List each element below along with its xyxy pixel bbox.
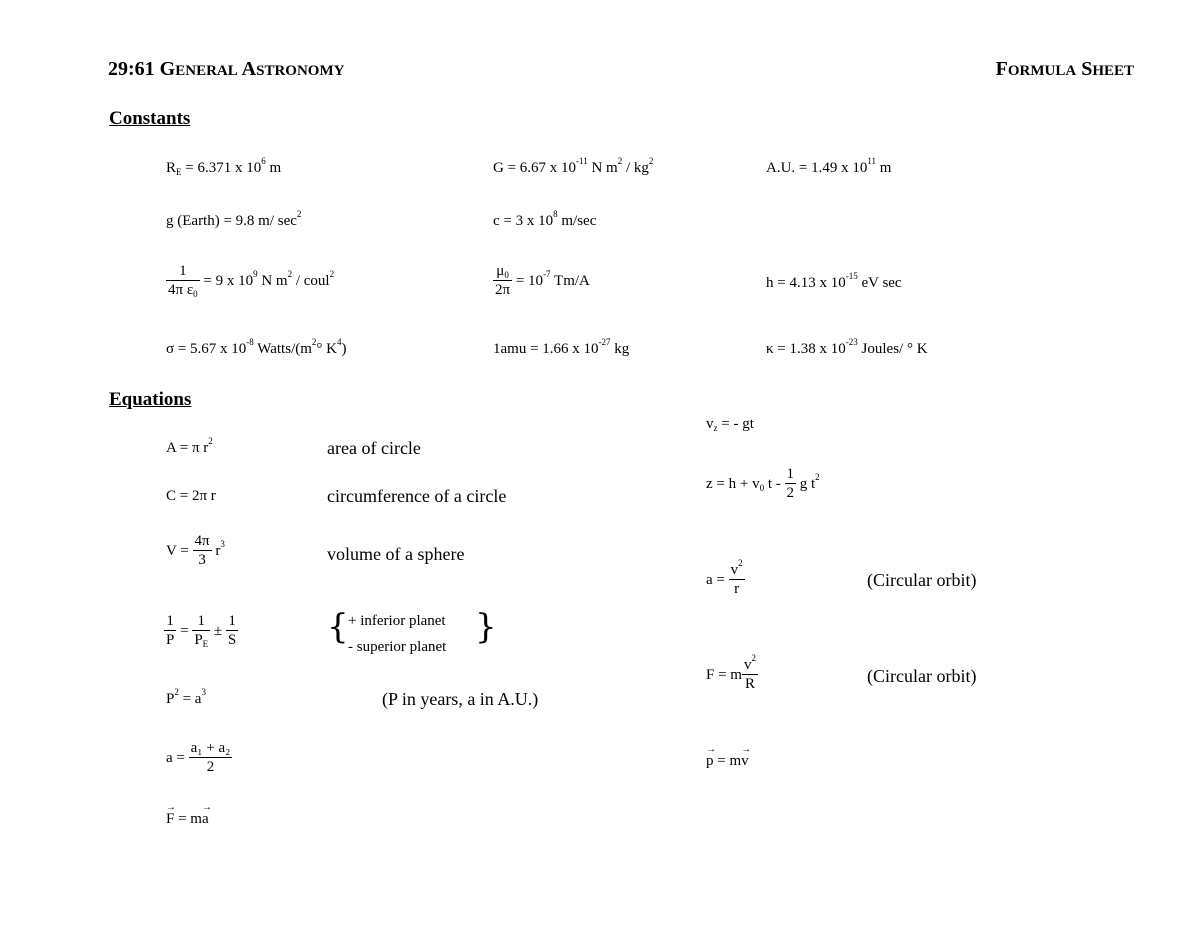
momentum-equation: → p = m→ v xyxy=(706,753,749,770)
au-constant: A.U. = 1.49 x $10^{11}$ m xyxy=(766,156,892,176)
newton-second-law-equation: → F = m→ a xyxy=(166,811,209,828)
boltzmann-constant: κ = 1.38 x $10^{-23}$ Joules/ ° K xyxy=(766,337,928,357)
sheet-title: FORMULA SHEET xyxy=(995,58,1134,80)
constants-heading: Constants xyxy=(109,108,191,129)
kepler-law-description: (P in years, a in A.U.) xyxy=(382,689,539,709)
coulomb-constant: $\frac{1}{4\pi \varepsilon_0}$ = 9 x $10^9$ N $m^2$ / coul$^2$ xyxy=(168,263,335,299)
permeability-constant: $\frac{\mu_0}{2\pi}$ = $10^{-7}$ Tm/A xyxy=(495,263,590,298)
sphere-volume-equation: V = $\frac{4\pi}{3}$ $r^3$ xyxy=(166,533,225,568)
position-equation: $z = h + v_0$ t - $\frac{1}{2}$ g $t^2$ xyxy=(706,466,820,501)
kepler-law-equation: $P^2 = a^3$ xyxy=(166,687,206,707)
inferior-planet-label: + inferior planet xyxy=(348,613,446,629)
centripetal-force-description: (Circular orbit) xyxy=(867,666,977,686)
circumference-description: circumference of a circle xyxy=(327,486,507,506)
amu-constant: 1amu = 1.66 x $10^{-27}$ kg xyxy=(493,337,630,357)
earth-gravity-constant: g (Earth) = 9.8 m/ $\sec^2$ xyxy=(166,209,302,229)
centripetal-acceleration-description: (Circular orbit) xyxy=(867,570,977,590)
circle-area-description: area of circle xyxy=(327,438,421,458)
superior-planet-label: - superior planet xyxy=(348,639,447,655)
equations-heading: Equations xyxy=(109,389,192,410)
earth-radius-constant: $R_E = 6.371$ x $10^6$ m xyxy=(166,156,282,177)
gravitational-constant: G = 6.67 x $10^{-11}$ N $m^2 / kg^2$ xyxy=(493,156,654,176)
sphere-volume-description: volume of a sphere xyxy=(327,544,465,564)
planck-constant: h = 4.13 x $10^{-15}$ eV sec xyxy=(766,271,902,291)
circumference-equation: C = 2π r xyxy=(166,488,216,504)
circle-area-equation: A = π $r^2$ xyxy=(166,436,213,456)
left-brace: { xyxy=(327,607,349,647)
synodic-period-equation: $\frac{1}{P}$ = $\frac{1}{P_E}$ ± $\frac{1}{S}$ xyxy=(166,613,237,649)
centripetal-force-equation: F = m $\frac{v^2}{R}$ xyxy=(706,653,756,692)
right-brace: } xyxy=(475,607,497,647)
semi-major-axis-equation: a = $\frac{\text{a₁ + a₂}}{2}$ xyxy=(166,740,231,775)
centripetal-acceleration-equation: a = $\frac{v^2}{r}$ xyxy=(706,558,743,597)
stefan-boltzmann-constant: σ = 5.67 x $10^{-8}$ Watts/($m^2^\circ$ $K^4$) xyxy=(166,337,347,357)
course-title: 29:61 GENERAL ASTRONOMY xyxy=(108,58,345,80)
speed-of-light-constant: c = 3 x $10^8$ m/sec xyxy=(493,209,597,229)
vertical-velocity-equation: $v_z$ = - gt xyxy=(706,416,754,433)
